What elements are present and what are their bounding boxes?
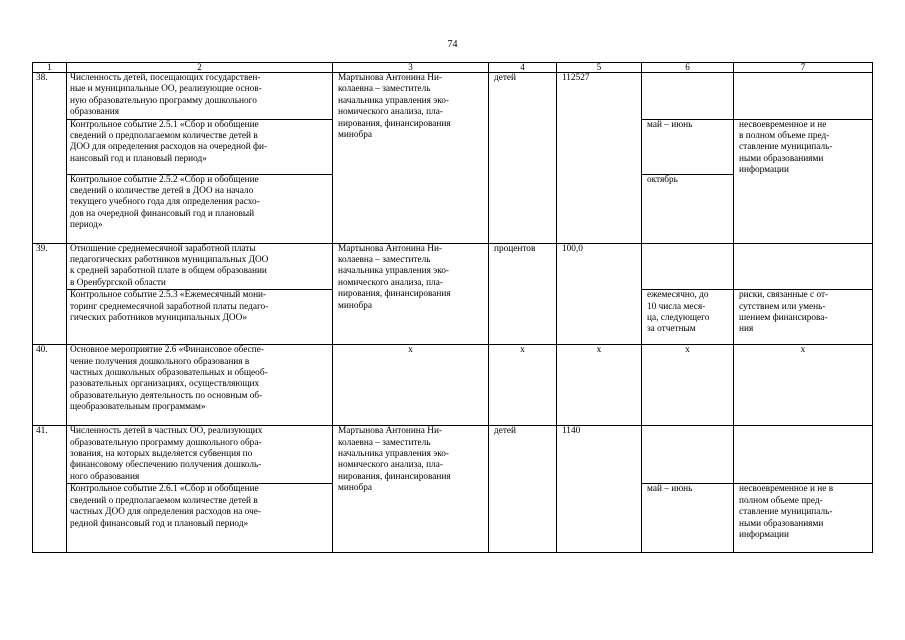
unit-cell: детей (489, 73, 557, 244)
period-cell: ежемесячно, до 10 числа меся- ца, следующего за отчетным (642, 290, 734, 345)
column-header: 3 (333, 63, 489, 73)
risk-cell (734, 426, 873, 484)
placeholder-x: x (333, 345, 489, 426)
row-number: 40. (33, 345, 67, 426)
column-header: 2 (67, 63, 333, 73)
page-number: 74 (447, 39, 458, 50)
header-row (33, 63, 873, 73)
period-cell (642, 243, 734, 290)
value-cell: 100,0 (557, 243, 642, 345)
control-event-description: Контрольное событие 2.5.1 «Сбор и обобщение сведений о предполагаемом количестве детей в ДОО для определения расходов на очередной фи- нансовый год и плановый период» (67, 119, 333, 174)
unit-cell: детей (489, 426, 557, 553)
value-cell: 112527 (557, 73, 642, 244)
period-cell: октябрь (642, 174, 734, 243)
table-row (33, 426, 873, 484)
period-cell (642, 73, 734, 120)
row-number: 39. (33, 243, 67, 345)
control-event-description: Контрольное событие 2.6.1 «Сбор и обобщение сведений о предполагаемом количестве детей в частных ДОО для определения расходов на оче- редной финансовый год и плановый период» (67, 484, 333, 553)
risk-cell: несвоевременное и не в полном объеме пред- ставление муниципаль- ными образованиями информации (734, 119, 873, 243)
indicator-description: Численность детей в частных ОО, реализующих образовательную программу дошкольного обра- зования, на которых выделяется субвенция по финансовому обеспечению получения дошколь- ного образования (67, 426, 333, 484)
row-number: 38. (33, 73, 67, 244)
period-cell: май – июнь (642, 484, 734, 553)
column-header: 6 (642, 63, 734, 73)
indicator-description: Отношение среднемесячной заработной платы педагогических работников муниципальных ДОО к средней заработной плате в общем образовании в Оренбургской области (67, 243, 333, 290)
placeholder-x: x (734, 345, 873, 426)
period-cell: май – июнь (642, 119, 734, 174)
column-header: 7 (734, 63, 873, 73)
table-row (33, 73, 873, 120)
table-row (33, 243, 873, 290)
column-header: 5 (557, 63, 642, 73)
column-header: 4 (489, 63, 557, 73)
unit-cell: процентов (489, 243, 557, 345)
period-cell (642, 426, 734, 484)
plan-table (32, 62, 873, 553)
responsible-person: Мартынова Антонина Ни- колаевна – заместитель начальника управления эко- номического анализа, пла- нирования, финансирования минобра (333, 243, 489, 345)
table-row (33, 345, 873, 426)
risk-cell: несвоевременное и не в полном объеме пред- ставление муниципаль- ными образованиями информации (734, 484, 873, 553)
risk-cell (734, 243, 873, 290)
control-event-description: Контрольное событие 2.5.3 «Ежемесячный мони- торинг среднемесячной заработной платы педаго- гических работников муниципальных ДОО» (67, 290, 333, 345)
main-activity-description: Основное мероприятие 2.6 «Финансовое обеспе- чение получения дошкольного образования в частных дошкольных образовательных и общеоб- разовательных организациях, осуществляющих образовательную деятельность по основным об- щеобразовательным программам» (67, 345, 333, 426)
placeholder-x: x (557, 345, 642, 426)
responsible-person: Мартынова Антонина Ни- колаевна – заместитель начальника управления эко- номического анализа, пла- нирования, финансирования минобра (333, 73, 489, 244)
responsible-person: Мартынова Антонина Ни- колаевна – заместитель начальника управления эко- номического анализа, пла- нирования, финансирования минобра (333, 426, 489, 553)
value-cell: 1140 (557, 426, 642, 553)
row-number: 41. (33, 426, 67, 553)
indicator-description: Численность детей, посещающих государствен- ные и муниципальные ОО, реализующие основ- ную образовательную программу дошкольного образования (67, 73, 333, 120)
placeholder-x: x (489, 345, 557, 426)
risk-cell (734, 73, 873, 120)
placeholder-x: x (642, 345, 734, 426)
column-header: 1 (33, 63, 67, 73)
risk-cell: риски, связанные с от- сутствием или умень- шением финансирова- ния (734, 290, 873, 345)
control-event-description: Контрольное событие 2.5.2 «Сбор и обобщение сведений о количестве детей в ДОО на начало текущего учебного года для определения расхо- дов на очередной финансовый год и плановый период» (67, 174, 333, 243)
